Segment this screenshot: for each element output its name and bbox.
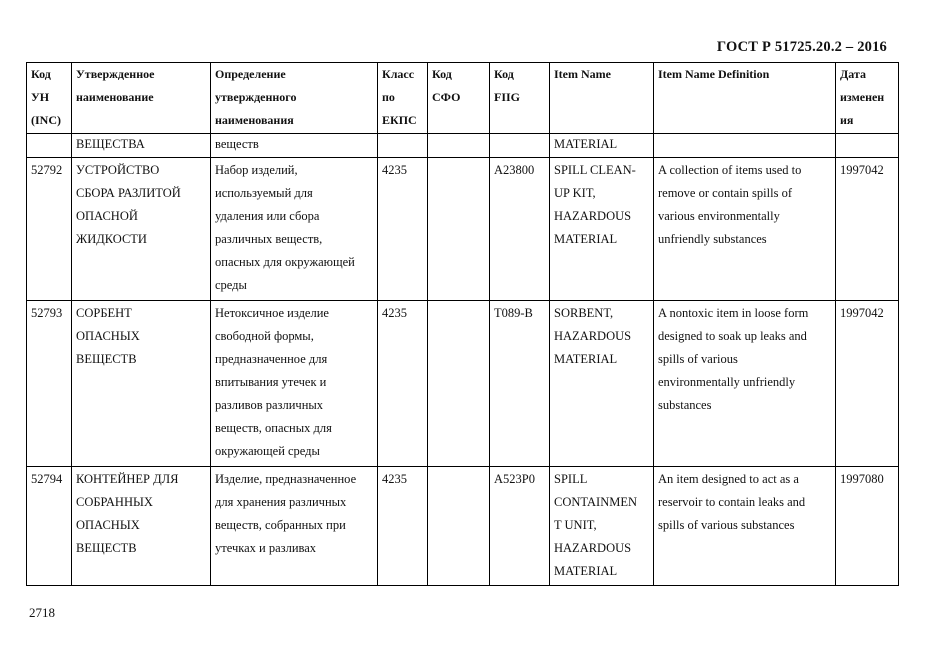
cell-code xyxy=(27,134,72,158)
col-header-definition: Определение утвержденного наименования xyxy=(211,63,378,134)
cell-class: 4235 xyxy=(378,467,428,586)
cell-item-name: MATERIAL xyxy=(550,134,654,158)
cell-date: 1997042 xyxy=(836,158,899,301)
cell-date: 1997080 xyxy=(836,467,899,586)
cell-fiig: A23800 xyxy=(490,158,550,301)
col-header-item-definition: Item Name Definition xyxy=(654,63,836,134)
cell-fiig: A523P0 xyxy=(490,467,550,586)
cell-item-name: SORBENT, HAZARDOUS MATERIAL xyxy=(550,301,654,467)
cell-definition: Набор изделий, используемый для удаления или сбора различных веществ, опасных для окружающей среды xyxy=(211,158,378,301)
cell-name: ВЕЩЕСТВА xyxy=(72,134,211,158)
cell-definition: Нетоксичное изделие свободной формы, предназначенное для впитывания утечек и разливов различных веществ, опасных для окружающей среды xyxy=(211,301,378,467)
col-header-code: Код УН (INC) xyxy=(27,63,72,134)
table-row xyxy=(27,467,899,586)
col-header-item-name: Item Name xyxy=(550,63,654,134)
col-header-fiig: Код FIIG xyxy=(490,63,550,134)
cell-class xyxy=(378,134,428,158)
page-number: 2718 xyxy=(29,605,55,620)
cell-class: 4235 xyxy=(378,158,428,301)
cell-class: 4235 xyxy=(378,301,428,467)
cell-name: УСТРОЙСТВО СБОРА РАЗЛИТОЙ ОПАСНОЙ ЖИДКОСТИ xyxy=(72,158,211,301)
cell-date: 1997042 xyxy=(836,301,899,467)
table-row xyxy=(27,134,899,158)
cell-definition: Изделие, предназначенное для хранения различных веществ, собранных при утечках и разливах xyxy=(211,467,378,586)
table-row xyxy=(27,158,899,301)
cell-item-name: SPILL CLEAN- UP KIT, HAZARDOUS MATERIAL xyxy=(550,158,654,301)
cell-sfo xyxy=(428,134,490,158)
catalog-table xyxy=(26,62,899,586)
document-header: ГОСТ Р 51725.20.2 – 2016 xyxy=(716,39,887,55)
cell-name: КОНТЕЙНЕР ДЛЯ СОБРАННЫХ ОПАСНЫХ ВЕЩЕСТВ xyxy=(72,467,211,586)
cell-item-definition: A nontoxic item in loose form designed to soak up leaks and spills of various environmentally unfriendly substances xyxy=(654,301,836,467)
cell-item-definition: A collection of items used to remove or contain spills of various environmentally unfriendly substances xyxy=(654,158,836,301)
table-row xyxy=(27,301,899,467)
cell-item-name: SPILL CONTAINMEN T UNIT, HAZARDOUS MATERIAL xyxy=(550,467,654,586)
col-header-name: Утвержденное наименование xyxy=(72,63,211,134)
cell-item-definition xyxy=(654,134,836,158)
cell-sfo xyxy=(428,158,490,301)
cell-definition: веществ xyxy=(211,134,378,158)
cell-date xyxy=(836,134,899,158)
col-header-sfo: Код СФО xyxy=(428,63,490,134)
cell-code: 52793 xyxy=(27,301,72,467)
cell-name: СОРБЕНТ ОПАСНЫХ ВЕЩЕСТВ xyxy=(72,301,211,467)
cell-fiig xyxy=(490,134,550,158)
cell-item-definition: An item designed to act as a reservoir to contain leaks and spills of various substances xyxy=(654,467,836,586)
col-header-date: Дата изменен ия xyxy=(836,63,899,134)
col-header-class: Класс по ЕКПС xyxy=(378,63,428,134)
cell-sfo xyxy=(428,467,490,586)
cell-fiig: T089-B xyxy=(490,301,550,467)
table-header-row xyxy=(27,63,899,134)
cell-code: 52794 xyxy=(27,467,72,586)
cell-code: 52792 xyxy=(27,158,72,301)
cell-sfo xyxy=(428,301,490,467)
